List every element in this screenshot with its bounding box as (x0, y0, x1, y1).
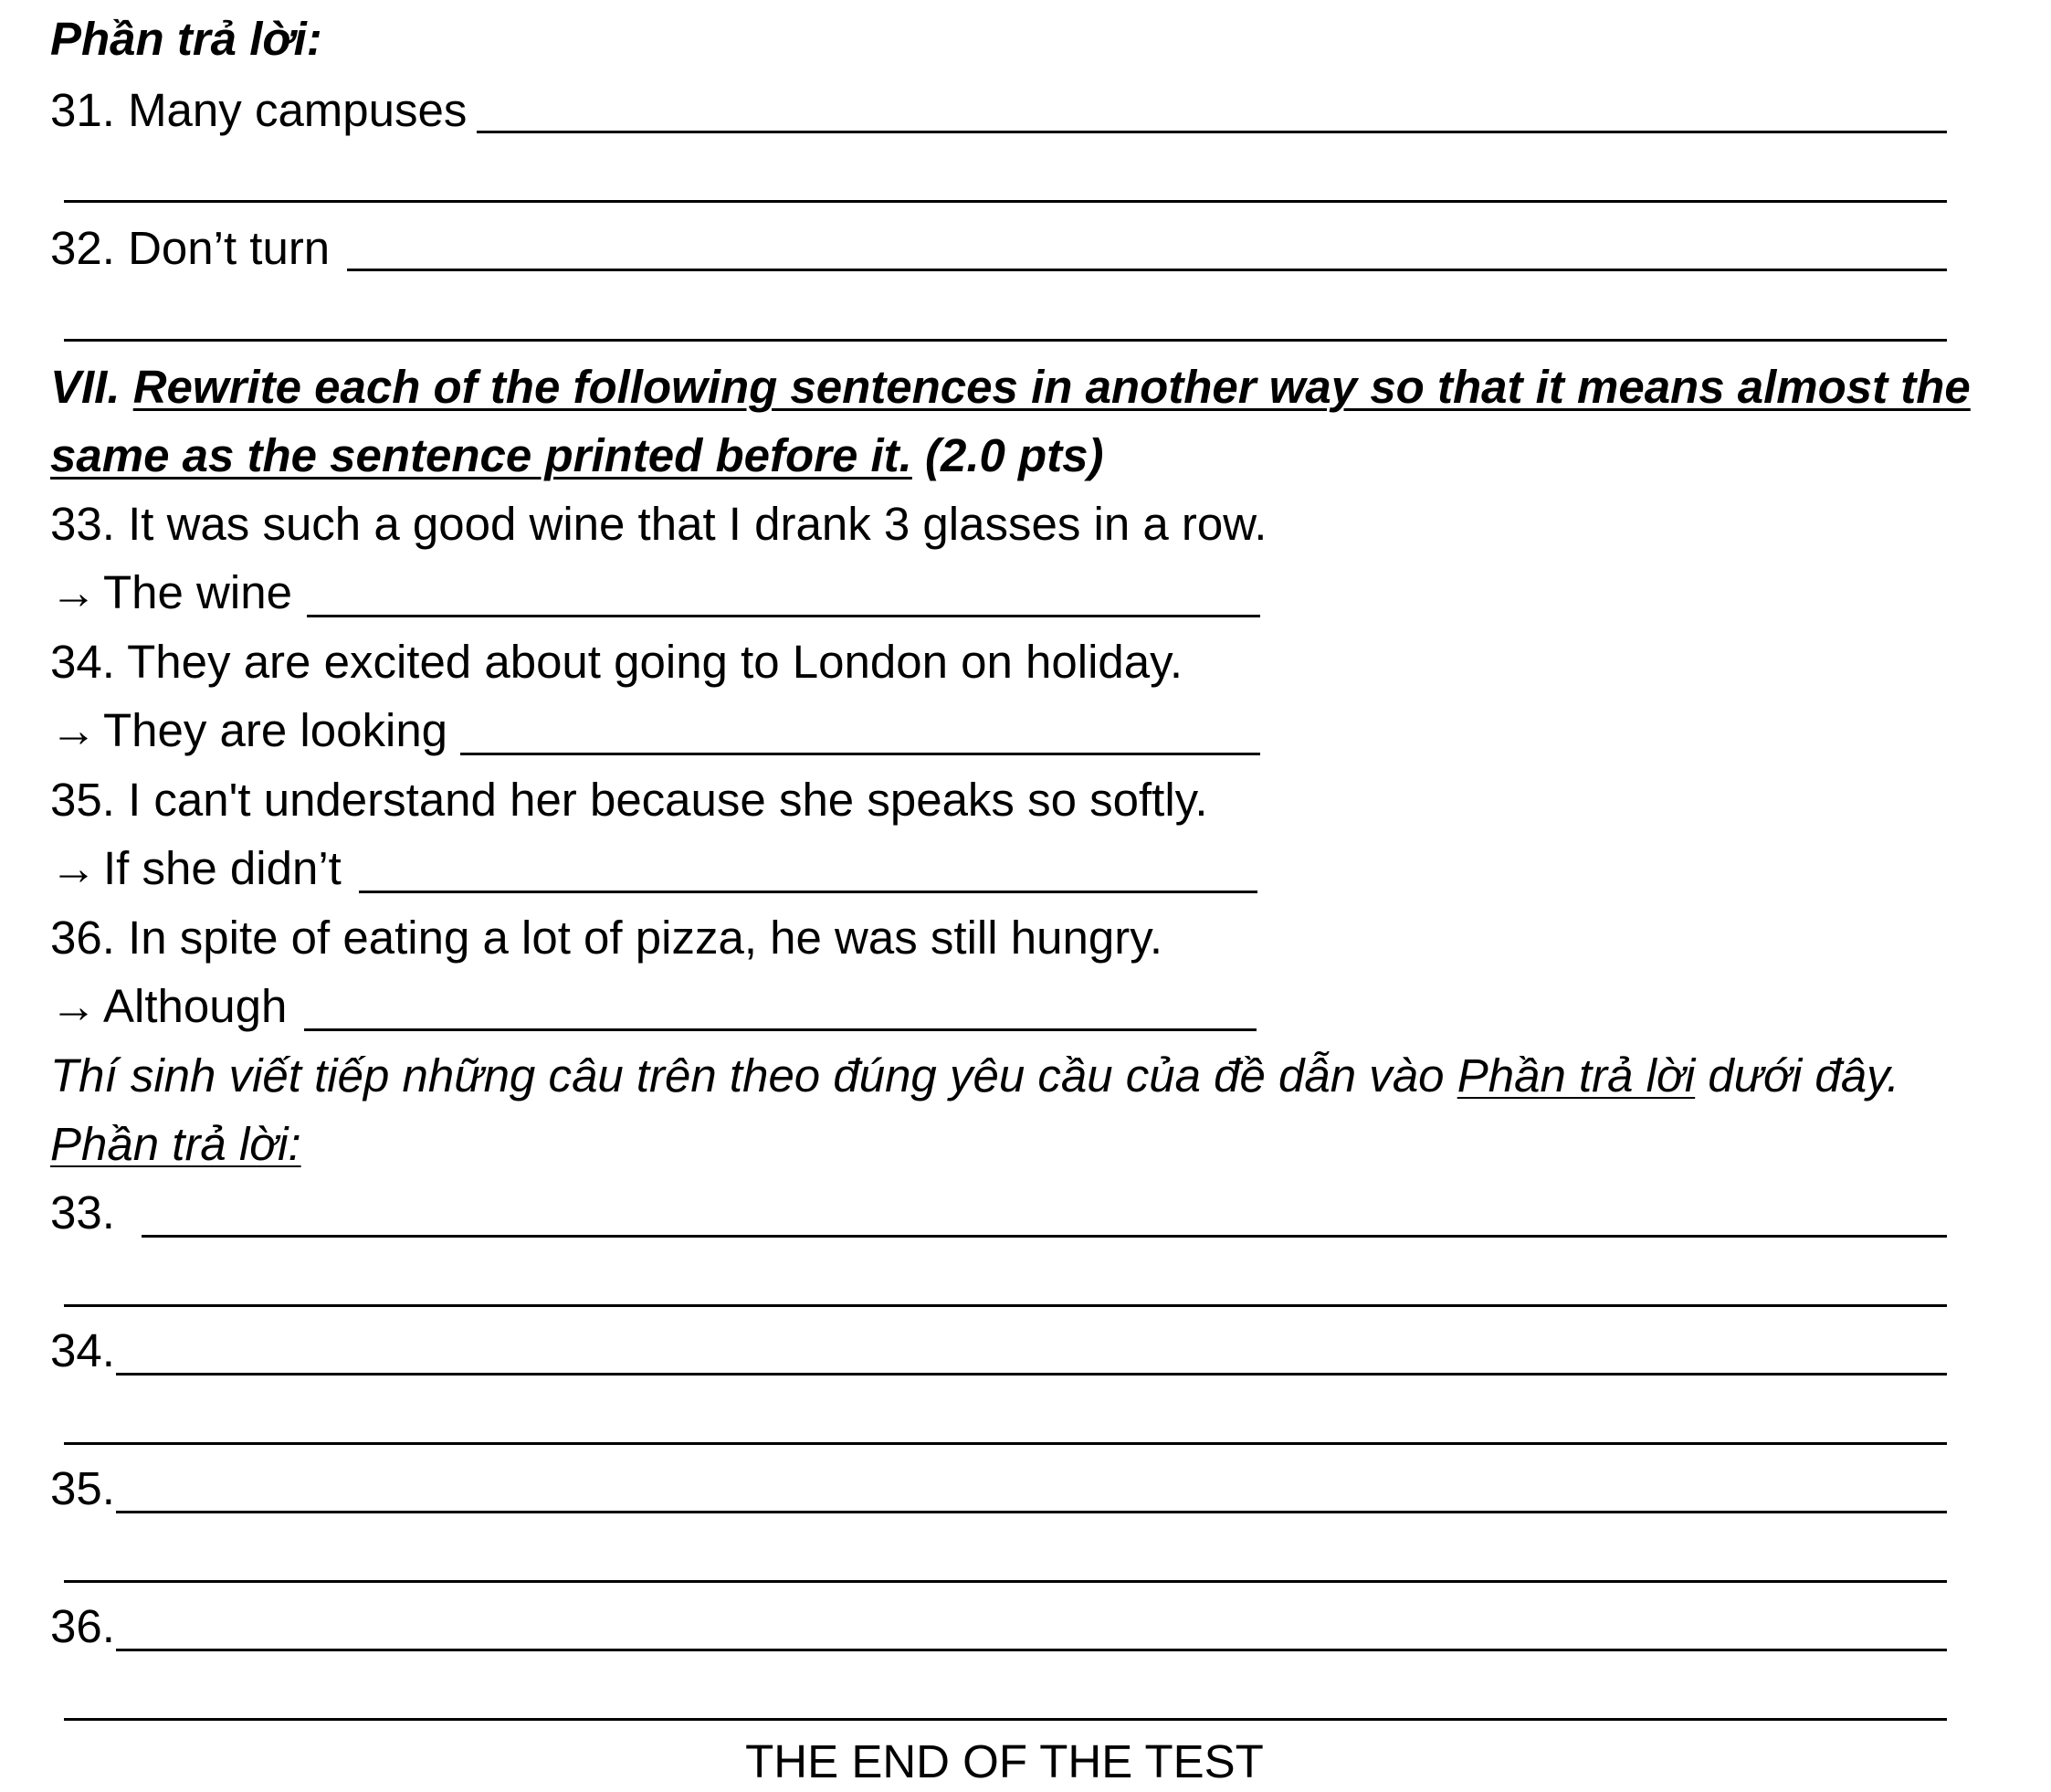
end-of-test: THE END OF THE TEST (745, 1735, 1264, 1787)
q33-rewrite (50, 564, 292, 621)
q36-sentence: 36. In spite of eating a lot of pizza, he was still hungry. (50, 912, 1163, 964)
answer-heading-bottom (50, 1116, 301, 1173)
q33-prompt: The wine (103, 566, 292, 618)
answer-heading-bottom-text: Phần trả lời: (50, 1118, 301, 1170)
answer-33-line-1[interactable] (142, 1235, 1947, 1238)
answer-33-label: 33. (50, 1186, 115, 1239)
answer-33-line-2[interactable] (64, 1304, 1947, 1307)
instruction-note (50, 1048, 1899, 1104)
answer-34-line-1[interactable] (116, 1373, 1947, 1376)
q34-sentence: 34. They are excited about going to London on holiday. (50, 636, 1183, 688)
q31-answer-line-1[interactable] (477, 131, 1947, 133)
arrow-right-icon: → (50, 980, 97, 1032)
q35-sentence: 35. I can't understand her because she speaks so softly. (50, 774, 1208, 826)
section-7-roman: VII. (50, 361, 121, 413)
answer-36-label: 36. (50, 1600, 115, 1652)
section-7-instruction-line-2 (50, 427, 1104, 484)
q36-prompt: Although (103, 980, 288, 1032)
q33-sentence: 33. It was such a good wine that I drank 3 glasses in a row. (50, 498, 1267, 550)
q34-prompt: They are looking (103, 704, 448, 756)
section-7-points: (2.0 pts) (924, 429, 1104, 481)
q33-rewrite-line[interactable] (307, 615, 1260, 617)
note-link: Phần trả lời (1457, 1049, 1696, 1102)
arrow-right-icon: → (50, 842, 97, 894)
q34-rewrite (50, 702, 447, 759)
q31-answer-line-2[interactable] (64, 200, 1947, 203)
answer-35-label: 35. (50, 1462, 115, 1514)
answer-36-line-1[interactable] (116, 1649, 1947, 1651)
answer-35-line-1[interactable] (116, 1511, 1947, 1513)
q32-label: 32. Don’t turn (50, 222, 331, 274)
note-text-after: dưới đây. (1695, 1049, 1899, 1102)
arrow-right-icon: → (50, 566, 97, 618)
answer-34-label: 34. (50, 1324, 115, 1376)
q35-rewrite-line[interactable] (359, 891, 1257, 893)
section-7-instruction-text-1: Rewrite each of the following sentences in another way so that it means almost the (132, 361, 1971, 413)
q36-rewrite (50, 978, 287, 1035)
section-7-instruction-line-1 (50, 359, 1971, 416)
q34-rewrite-line[interactable] (460, 753, 1260, 755)
answer-heading-top: Phần trả lời: (50, 13, 322, 65)
note-text-before: Thí sinh viết tiếp những câu trên theo đúng yêu cầu của đề dẫn vào (50, 1049, 1457, 1102)
answer-35-line-2[interactable] (64, 1580, 1947, 1583)
q35-rewrite (50, 840, 342, 897)
answer-36-line-2[interactable] (64, 1718, 1947, 1721)
section-7-instruction-text-2: same as the sentence printed before it. (50, 429, 912, 481)
arrow-right-icon: → (50, 704, 97, 756)
q32-answer-line-1[interactable] (347, 269, 1947, 271)
q35-prompt: If she didn’t (103, 842, 342, 894)
answer-34-line-2[interactable] (64, 1442, 1947, 1445)
q32-answer-line-2[interactable] (64, 339, 1947, 342)
q36-rewrite-line[interactable] (304, 1028, 1257, 1031)
q31-label: 31. Many campuses (50, 84, 468, 136)
